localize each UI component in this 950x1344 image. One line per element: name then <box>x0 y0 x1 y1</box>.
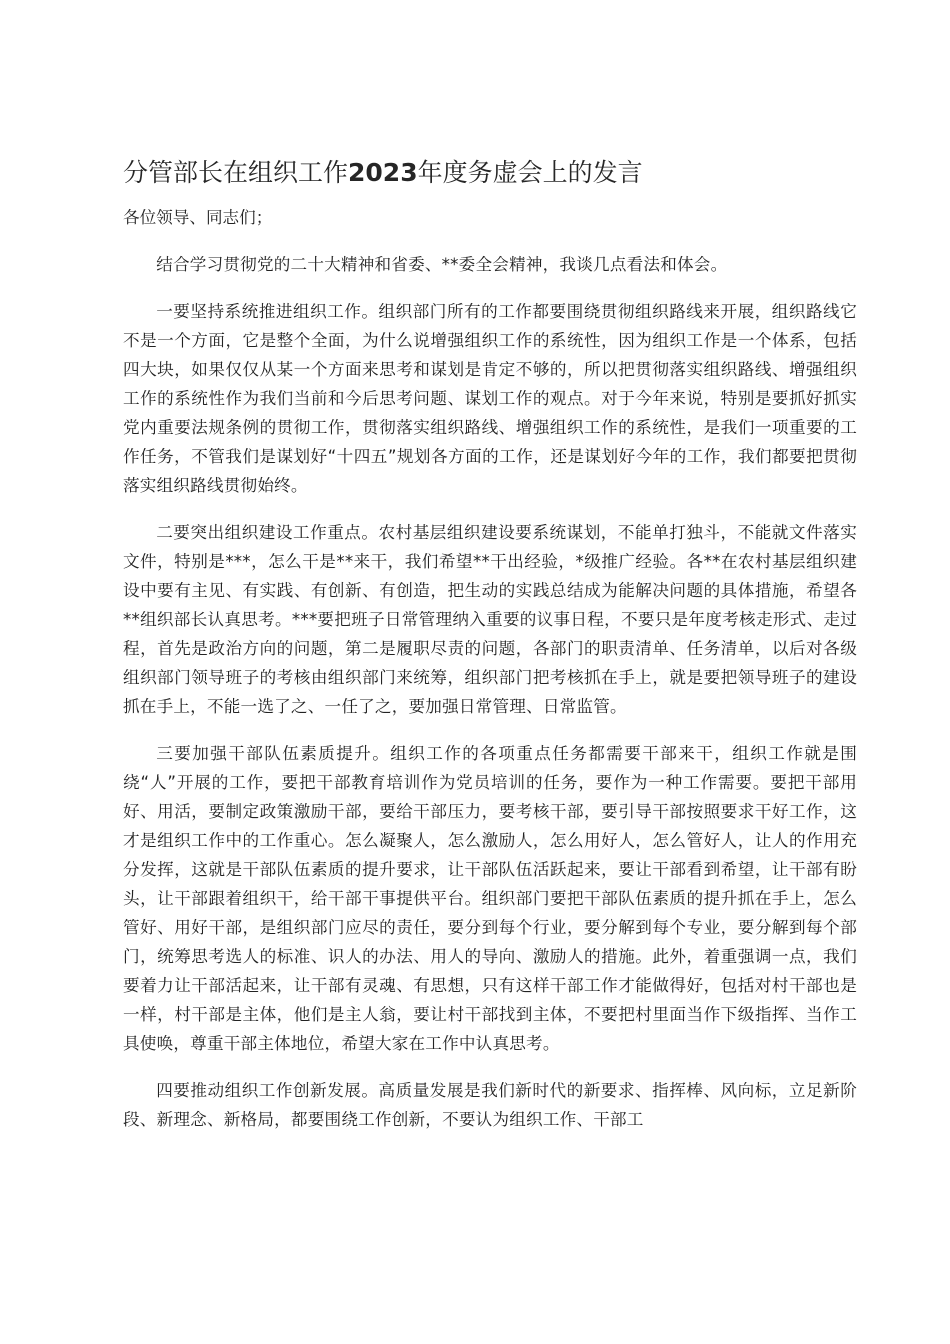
title-year: 2023 <box>348 158 418 187</box>
title-suffix: 年度务虚会上的发言 <box>417 158 643 187</box>
paragraph-point-1: 一要坚持系统推进组织工作。组织部门所有的工作都要围绕贯彻组织路线来开展，组织路线它不是一个方面，它是整个全面，为什么说增强组织工作的系统性，因为组织工作是一个体系，包括四大块，如果仅仅从某一个方面来思考和谋划是肯定不够的，所以把贯彻落实组织路线、增强组织工作的系统性作为我们当前和今后思考问题、谋划工作的观点。对于今年来说，特别是要抓好抓实党内重要法规条例的贯彻工作，贯彻落实组织路线、增强组织工作的系统性，是我们一项重要的工作任务，不管我们是谋划好“十四五”规划各方面的工作，还是谋划好今年的工作，我们都要把贯彻落实组织路线贯彻始终。 <box>123 302 857 495</box>
paragraph-point-2: 二要突出组织建设工作重点。农村基层组织建设要系统谋划，不能单打独斗，不能就文件落实文件，特别是***，怎么干是**来干，我们希望**干出经验，*级推广经验。各**在农村基层组织建设中要有主见、有实践、有创新、有创造，把生动的实践总结成为能解决问题的具体措施，希望各**组织部长认真思考。***要把班子日常管理纳入重要的议事日程，不要只是年度考核走形式、走过程，首先是政治方向的问题，第二是履职尽责的问题，各部门的职责清单、任务清单，以后对各级组织部门领导班子的考核由组织部门来统筹，组织部门把考核抓在手上，就是要把领导班子的建设抓在手上，不能一选了之、一任了之，要加强日常管理、日常监管。 <box>123 523 857 716</box>
document-title <box>123 150 857 196</box>
paragraph-intro: 结合学习贯彻党的二十大精神和省委、**委全会精神，我谈几点看法和体会。 <box>156 255 728 274</box>
document-page <box>123 150 857 1152</box>
salutation: 各位领导、同志们； <box>123 208 273 227</box>
paragraph-point-4: 四要推动组织工作创新发展。高质量发展是我们新时代的新要求、指挥棒、风向标，立足新阶段、新理念、新格局，都要围绕工作创新，不要认为组织工作、干部工 <box>123 1081 857 1129</box>
paragraph-point-3: 三要加强干部队伍素质提升。组织工作的各项重点任务都需要干部来干，组织工作就是围绕“人”开展的工作，要把干部教育培训作为党员培训的任务，要作为一种工作需要。要把干部用好、用活，要制定政策激励干部，要给干部压力，要考核干部，要引导干部按照要求干好工作，这才是组织工作中的工作重心。怎么凝聚人，怎么激励人，怎么用好人，怎么管好人，让人的作用充分发挥，这就是干部队伍素质的提升要求，让干部队伍活跃起来，要让干部看到希望，让干部有盼头，让干部跟着组织干，给干部干事提供平台。组织部门要把干部队伍素质的提升抓在手上，怎么管好、用好干部，是组织部门应尽的责任，要分到每个行业，要分解到每个专业，要分解到每个部门，统筹思考选人的标准、识人的办法、用人的导向、激励人的措施。此外，着重强调一点，我们要着力让干部活起来，让干部有灵魂、有思想，只有这样干部工作才能做得好，包括对村干部也是一样，村干部是主体，他们是主人翁，要让村干部找到主体，不要把村里面当作下级指挥、当作工具使唤，尊重干部主体地位，希望大家在工作中认真思考。 <box>123 744 857 1053</box>
title-prefix: 分管部长在组织工作 <box>123 158 349 187</box>
